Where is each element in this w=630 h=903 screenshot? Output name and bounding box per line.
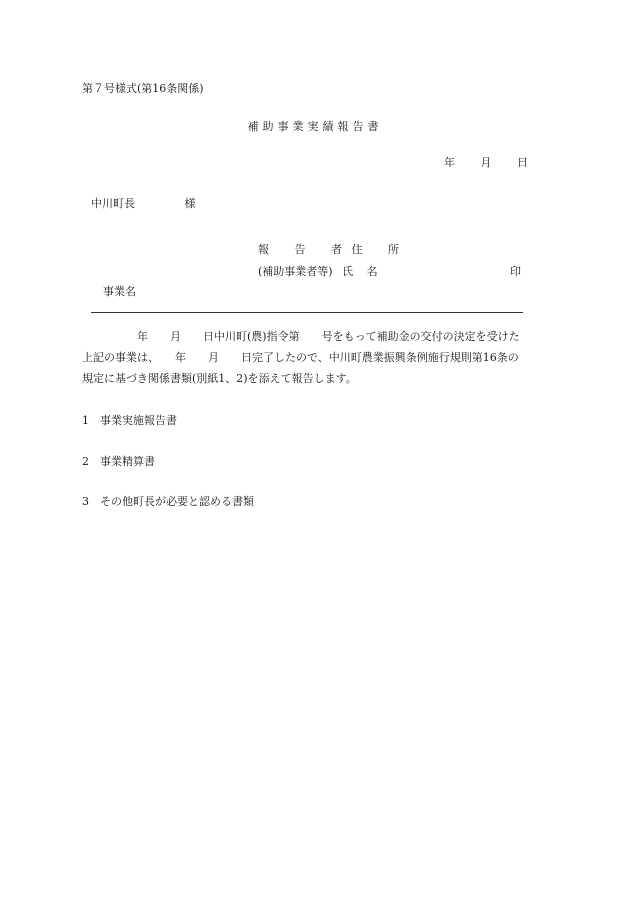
business-name-label: 事業名: [103, 285, 136, 298]
attachment-item: [82, 495, 254, 509]
attachment-number: 2: [82, 455, 89, 468]
addressee-honorific: 様: [184, 197, 196, 210]
body-line-1: [82, 330, 520, 344]
reporter-label-char: 者: [331, 243, 342, 256]
business-name-underline: [91, 312, 523, 313]
addressee: [91, 197, 196, 211]
reporter-name-prefix: (補助事業者等): [258, 265, 333, 278]
body-text: 日完了したので、中川町農業振興条例施行規則第16条の: [241, 351, 519, 364]
attachment-item: [82, 455, 155, 469]
reporter-name-line: [258, 265, 378, 279]
body-year-label: 年: [175, 351, 186, 364]
attachment-number: 1: [82, 414, 89, 427]
date-month-label: 月: [480, 156, 492, 169]
attachment-label: 事業精算書: [100, 455, 155, 468]
body-text: 日中川町(農)指令第: [203, 330, 300, 343]
body-text: 号をもって補助金の交付の決定を受けた: [321, 330, 520, 343]
seal-mark: 印: [510, 265, 521, 278]
body-month-label: 月: [170, 330, 181, 343]
body-month-label: 月: [208, 351, 219, 364]
reporter-name-label-char: 氏: [342, 265, 354, 278]
date-line: [444, 156, 528, 170]
reporter-label-char: 所: [388, 243, 399, 256]
attachment-number: 3: [82, 495, 89, 508]
date-year-label: 年: [444, 156, 455, 169]
attachment-label: その他町長が必要と認める書類: [100, 495, 254, 508]
reporter-label-char: 報: [258, 243, 269, 256]
body-line-3: 規定に基づき関係書類(別紙1、2)を添えて報告します。: [82, 372, 357, 385]
body-lead: 上記の事業は、: [82, 351, 159, 364]
reporter-address-label: [258, 243, 421, 257]
addressee-name: 中川町長: [91, 197, 135, 210]
body-year-label: 年: [137, 330, 148, 343]
attachment-label: 事業実施報告書: [100, 414, 177, 427]
date-day-label: 日: [517, 156, 528, 169]
reporter-name-label-char: 名: [366, 265, 378, 278]
document-title: 補助事業実績報告書: [247, 120, 383, 133]
reporter-label-char: 住: [351, 243, 363, 256]
form-number: 第７号様式(第16条関係): [82, 82, 204, 95]
attachment-item: [82, 414, 177, 428]
reporter-label-char: 告: [294, 243, 306, 256]
body-line-2: [82, 351, 519, 365]
